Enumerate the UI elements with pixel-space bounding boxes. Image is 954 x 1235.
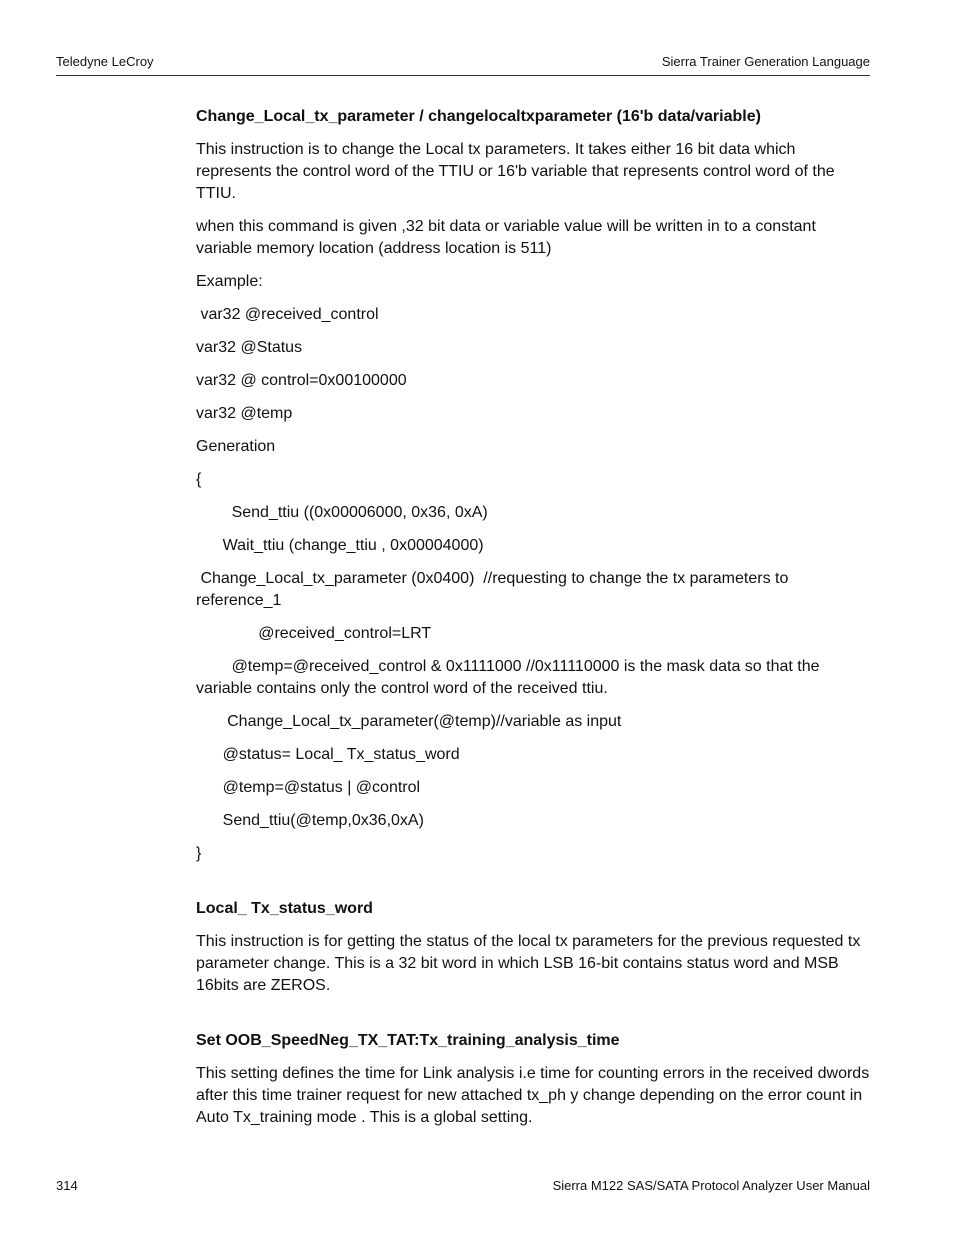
running-header-right: Sierra Trainer Generation Language — [661, 54, 870, 69]
code-line: { — [196, 471, 202, 488]
code-line: var32 @temp — [196, 405, 293, 422]
page-number: 314 — [56, 1178, 78, 1193]
code-line: var32 @received_control — [196, 306, 379, 323]
paragraph: This setting defines the time for Link analysis i.e time for counting errors in the received dwords after this time trainer request for new attached tx_ph y change depending on the error count in Auto Tx_training mode . This is a global setting. — [196, 1065, 870, 1126]
running-footer-title: Sierra M122 SAS/SATA Protocol Analyzer User Manual — [552, 1178, 870, 1193]
paragraph: This instruction is to change the Local tx parameters. It takes either 16 bit data which represents the control word of the TTIU or 16'b variable that represents control word of the TTIU. — [196, 141, 835, 202]
section-heading-change-local-tx-parameter: Change_Local_tx_parameter / changelocaltxparameter (16'b data/variable) — [196, 108, 761, 125]
section-heading-local-tx-status-word: Local_ Tx_status_word — [196, 900, 373, 917]
code-line: Wait_ttiu (change_ttiu , 0x00004000) — [196, 537, 484, 554]
spacer — [196, 876, 870, 898]
paragraph: This instruction is for getting the status of the local tx parameters for the previous requested tx parameter change. This is a 32 bit word in which LSB 16-bit contains status word and MSB 16bits are ZEROS. — [196, 933, 861, 994]
code-line: Generation — [196, 438, 276, 455]
code-line: var32 @ control=0x00100000 — [196, 372, 407, 389]
spacer — [196, 1008, 870, 1030]
header-rule — [56, 75, 870, 76]
code-line: Change_Local_tx_parameter(@temp)//variable as input — [196, 713, 622, 730]
code-line: Send_ttiu(@temp,0x36,0xA) — [196, 812, 424, 829]
code-line: var32 @Status — [196, 339, 303, 356]
code-line: Send_ttiu ((0x00006000, 0x36, 0xA) — [196, 504, 488, 521]
running-header-left: Teledyne LeCroy — [56, 54, 154, 69]
code-line: @received_control=LRT — [196, 625, 432, 642]
code-line-wrapped: @temp=@received_control & 0x1111000 //0x11110000 is the mask data so that the variable contains only the control word of the received ttiu. — [196, 658, 824, 697]
example-label: Example: — [196, 273, 263, 290]
section-heading-set-oob-speedneg: Set OOB_SpeedNeg_TX_TAT:Tx_training_analysis_time — [196, 1032, 620, 1049]
code-line-wrapped: Change_Local_tx_parameter (0x0400) //requesting to change the tx parameters to reference_1 — [196, 570, 793, 609]
code-line: @status= Local_ Tx_status_word — [196, 746, 460, 763]
paragraph: when this command is given ,32 bit data or variable value will be written in to a constant variable memory location (address location is 511) — [196, 218, 816, 257]
code-line: } — [196, 845, 202, 862]
code-line: @temp=@status | @control — [196, 779, 421, 796]
page-body — [196, 106, 870, 1140]
